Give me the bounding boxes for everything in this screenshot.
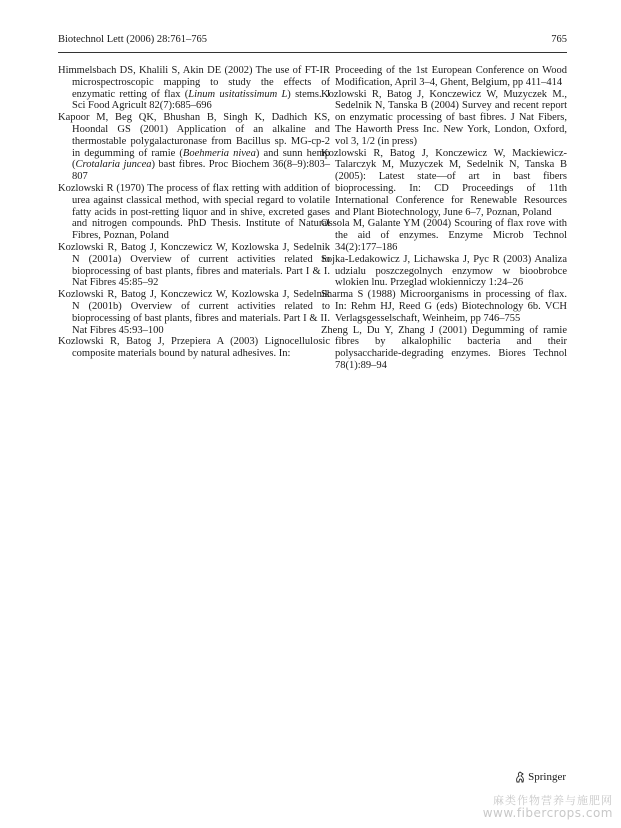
reference-continuation: Proceeding of the 1st European Conference on Wood Modification, April 3–4, Ghent, Belgium, pp 411–414 bbox=[335, 65, 567, 88]
reference-entry bbox=[58, 183, 330, 242]
reference-text: Kapoor M, Beg QK, Bhushan B, Singh K, Dadhich KS, Hoondal GS (2001) Application of an alkaline and thermostable polygalacturonase from Bacillus sp. MG-cp-2 in degumming of ramie ( bbox=[58, 112, 330, 159]
reference-column-left bbox=[58, 65, 330, 360]
reference-text: Kozlowski R, Batog J, Przepiera A (2003) Lignocellulosic composite materials bound by natural adhesives. In: bbox=[58, 336, 330, 360]
reference-entry bbox=[58, 242, 330, 289]
reference-text: ) and sunn hemp ( bbox=[72, 147, 330, 171]
reference-entry bbox=[58, 336, 330, 360]
reference-entry bbox=[321, 89, 567, 148]
species-name: Boehmeria nivea bbox=[182, 147, 256, 159]
reference-text: Kozlowski R, Batog J, Konczewicz W, Mackiewicz-Talarczyk M, Muzyczek M, Sedelnik N, Tanska B (2005): Latest state—of art in bast fibers bioprocessing. In: CD Proceedings of 11th International Conference for Renewable Resources and Plant Biotechnology, June 6–7, Poznan, Poland bbox=[321, 147, 567, 218]
reference-entry bbox=[321, 325, 567, 372]
reference-text: Sojka-Ledakowicz J, Lichawska J, Pyc R (2003) Analiza udzialu poszczegolnych enzymow w bioobrobce wlokien lnu. Przeglad wlokienniczy 1:24–26 bbox=[321, 253, 567, 289]
reference-text: Ossola M, Galante YM (2004) Scouring of flax rove with the aid of enzymes. Enzyme Microb Technol 34(2):177–186 bbox=[321, 218, 567, 253]
reference-column-right bbox=[321, 65, 567, 372]
publisher-logo bbox=[515, 771, 566, 783]
species-name: Linum usitatissimum L bbox=[188, 88, 288, 100]
reference-text: Kozlowski R (1970) The process of flax retting with addition of urea against classical method, with special regard to volatile fatty acids in post-retting liquor and in shive, excreted gases and nitrogen compounds. PhD Thesis. Institute of Natural Fibres, Poznan, Poland bbox=[58, 182, 330, 242]
reference-text: Zheng L, Du Y, Zhang J (2001) Degumming of ramie fibres by alkalophilic bacteria and their polysaccharide-degrading enzymes. Biores Technol 78(1):89–94 bbox=[321, 324, 567, 371]
reference-text: ) stems. J Sci Food Agricult 82(7):685–696 bbox=[72, 88, 330, 112]
reference-entry bbox=[321, 148, 567, 219]
running-header bbox=[58, 34, 567, 50]
reference-text: Sharma S (1988) Microorganisms in processing of flax. In: Rehm HJ, Reed G (eds) Biotechnology 6b. VCH Verlagsgesselschaft, Weinheim, pp 746–755 bbox=[321, 289, 567, 324]
reference-entry bbox=[321, 218, 567, 253]
publisher-name: Springer bbox=[528, 771, 566, 783]
reference-entry bbox=[58, 65, 330, 112]
reference-entry bbox=[321, 289, 567, 324]
reference-entry bbox=[58, 289, 330, 336]
reference-text: Kozlowski R, Batog J, Konczewicz W, Kozlowska J, Sedelnik N (2001a) Overview of current activities related to bioprocessing of bast plants, fibres and materials. Part I & I. Nat Fibres 45:85–92 bbox=[58, 241, 330, 289]
page-number: 765 bbox=[551, 34, 567, 45]
reference-text: Himmelsbach DS, Khalili S, Akin DE (2002) The use of FT-IR microspectroscopic mapping to study the effects of enzymatic retting of flax ( bbox=[58, 65, 330, 100]
reference-text: Kozlowski R, Batog J, Konczewicz W, Kozlowska J, Sedelnik N (2001b) Overview of current activities related to bioprocessing of bast plants, fibres and materials. Part I & II. Nat Fibres 45:93–100 bbox=[58, 289, 330, 336]
site-watermark bbox=[483, 794, 613, 820]
watermark-cn: 麻类作物营养与施肥网 bbox=[493, 794, 613, 807]
reference-entry bbox=[58, 112, 330, 183]
reference-text: Kozlowski R, Batog J, Konczewicz W, Muzyczek M., Sedelnik N, Tanska B (2004) Survey and recent report on enzymatic processing of bast fibres. J Nat Fibers, The Haworth Press Inc. New York, London, Oxford, vol 3, 1/2 (in press) bbox=[321, 88, 567, 147]
header-rule bbox=[58, 52, 567, 53]
reference-entry bbox=[321, 254, 567, 289]
reference-text: ) bast fibres. Proc Biochem 36(8–9):803–807 bbox=[72, 159, 330, 183]
species-name: Crotalaria juncea bbox=[75, 159, 152, 171]
watermark-url: www.fibercrops.com bbox=[482, 806, 613, 820]
springer-horse-icon bbox=[515, 771, 525, 783]
journal-citation: Biotechnol Lett (2006) 28:761–765 bbox=[58, 34, 208, 45]
